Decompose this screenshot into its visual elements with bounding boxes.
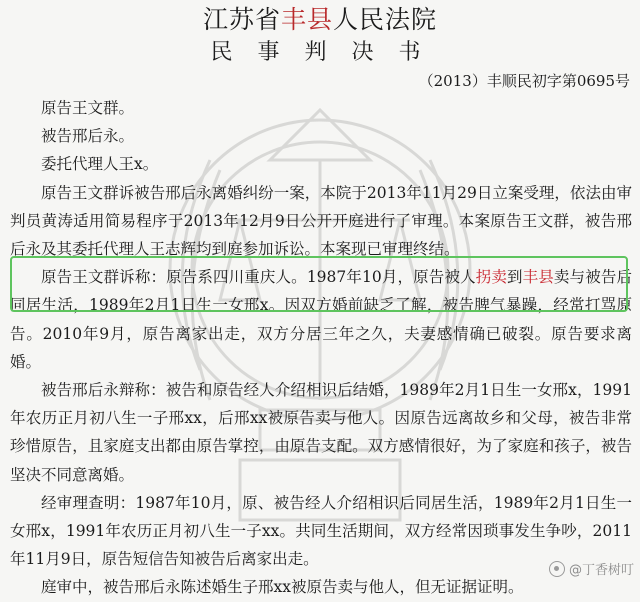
court-title xyxy=(0,4,640,36)
judgment-body xyxy=(10,94,632,602)
party-agent: 委托代理人王x。 xyxy=(41,155,159,174)
document-type: 民 事 判 决 书 xyxy=(210,40,430,65)
claim-text-c: 卖与被告后同居生活，1989年2月1日生一女邢x。因双方婚前缺乏了解，被告脾气暴躁，经常打骂原告。2010年9月，原告离家出走，双方分居三年之久，夫妻感情确已破裂。原告要求离婚。 xyxy=(10,268,632,371)
court-prefix: 江苏省 xyxy=(202,5,281,34)
paragraph-findings: 经审理查明：1987年10月，原、被告经人介绍相识后同居生活，1989年2月1日生一女邢x，1991年农历正月初八生一子xx。共同生活期间，双方经常因琐事发生争吵，2011年11月9日，原告短信告知被告后离家出走。 xyxy=(10,493,632,569)
paragraph-defendant-response: 被告邢后永辩称：被告和原告经人介绍相识后结婚，1989年2月1日生一女邢x，1991年农历正月初八生一子邢xx，后邢xx被原告卖与他人。因原告远离故乡和父母，被告非常珍惜原告，且家庭支出都由原告掌控，由原告支配。双方感情很好，为了家庭和孩子，被告坚决不同意离婚。 xyxy=(10,381,632,484)
claim-text-a: 原告王文群诉称：原告系四川重庆人。1987年10月，原告被人 xyxy=(41,268,476,287)
weibo-icon xyxy=(549,561,565,577)
party-defendant: 被告邢后永。 xyxy=(41,127,135,146)
paragraph-case-intro: 原告王文群诉被告邢后永离婚纠纷一案，本院于2013年11月29日立案受理，依法由审判员黄涛适用简易程序于2013年12月9日公开开庭进行了审理。本案原告王文群，被告邢后永及其委托代理人王志辉均到庭参加诉讼。本案现已审理终结。 xyxy=(10,183,632,259)
paragraph-trial: 庭审中，被告邢后永陈述婚生子邢xx被原告卖与他人，但无证据证明。 xyxy=(41,578,524,597)
court-highlight: 丰县 xyxy=(280,5,333,34)
claim-highlight-county: 丰县 xyxy=(522,268,554,287)
watermark xyxy=(549,559,634,578)
case-number: （2013）丰顺民初字第0695号 xyxy=(418,72,630,90)
watermark-text: @丁香树叮 xyxy=(568,563,634,578)
court-suffix: 人民法院 xyxy=(333,5,438,34)
party-plaintiff: 原告王文群。 xyxy=(41,99,135,117)
claim-text-b: 到 xyxy=(507,268,523,287)
claim-highlight-trafficked: 拐卖 xyxy=(475,268,507,287)
highlight-box xyxy=(10,256,628,312)
